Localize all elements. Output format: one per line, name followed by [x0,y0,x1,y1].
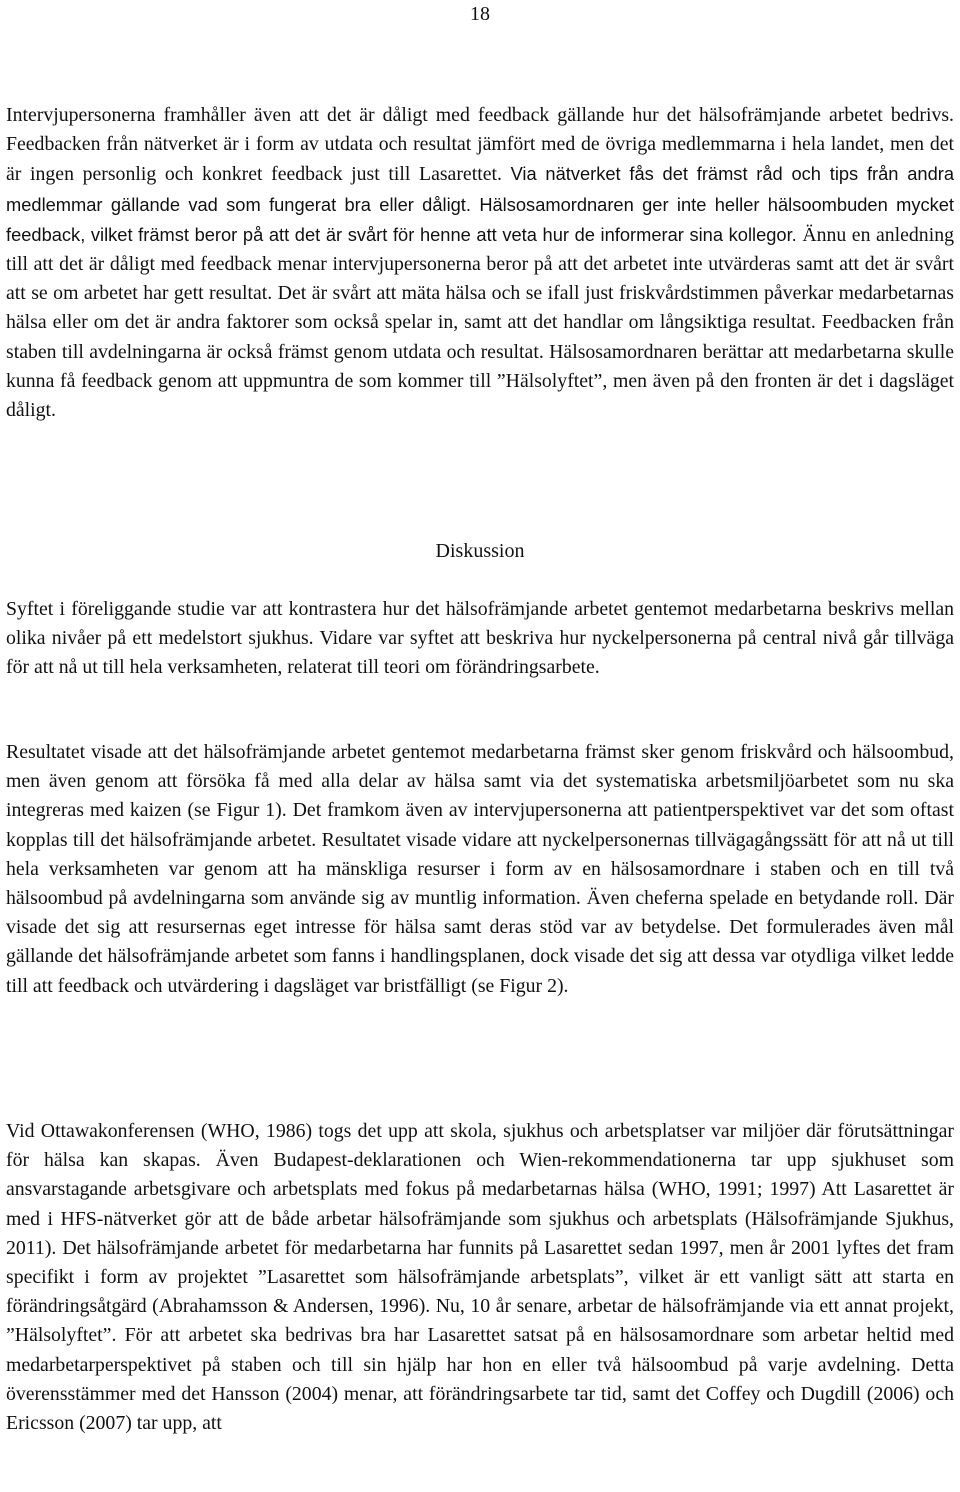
paragraph-feedback-part-2: Via nätverket fås det främst råd och tips från andra medlemmar gällande vad som fungerat bra eller dåligt. Hälsosamordnaren ger inte heller hälsoombuden mycket feedback, vilket främst beror på att det är svårt för henne att veta hur de informerar sina kollegor. [6,163,955,245]
paragraph-resultat: Resultatet visade att det hälsofrämjande arbetet gentemot medarbetarna främst sker genom friskvård och hälsoombud, men även genom att försöka få med alla delar av hälsa samt via det systematiska arbetsmiljöarbetet som nu ska integreras med kaizen (se Figur 1). Det framkom även av intervjupersonerna att patientperspektivet var det som oftast kopplas till det hälsofrämjande arbetet. Resultatet visade vidare att nyckelpersonernas tillvägagångssätt för att nå ut till hela verksamheten var genom att ha mänskliga resurser i form av en hälsosamordnare i staben och en till två hälsoombud på avdelningarna som använde sig av muntlig information. Även cheferna spelade en betydande roll. Där visade det sig att resursernas eget intresse för hälsa samt deras stöd var av betydelse. Det formulerades även mål gällande det hälsofrämjande arbetet som fanns i handlingsplanen, dock visade det sig att dessa var otydliga vilket ledde till att feedback och utvärdering i dagsläget var bristfälligt (se Figur 2). [6,741,954,997]
paragraph-feedback [6,101,954,425]
paragraph-syfte: Syftet i föreliggande studie var att kontrastera hur det hälsofrämjande arbetet gentemot medarbetarna beskrivs mellan olika nivåer på ett medelstort sjukhus. Vidare var syftet att beskriva hur nyckelpersonerna på central nivå går tillväga för att nå ut till hela verksamheten, relaterat till teori om förändringsarbete. [6,598,954,679]
paragraph-feedback-part-1: Intervjupersonerna framhåller även att det är dåligt med feedback gällande hur det hälsofrämjande arbetet bedrivs. Feedbacken från nätverket är i form av utdata och resultat jämfört med de övriga medlemmarna i hela landet, men det är ingen personlig och konkret feedback just till Lasarettet. [6,104,954,186]
paragraph-feedback-part-3: Ännu en anledning till att det är dåligt med feedback menar intervjupersonerna beror på att det arbetet inte utvärderas samt att det är svårt att se om arbetet har gett resultat. Det är svårt att mäta hälsa och se ifall just friskvårdstimmen påverkar medarbetarnas hälsa eller om det är andra faktorer som också spelar in, samt att det handlar om långsiktiga resultat. Feedbacken från staben till avdelningarna är också främst genom utdata och resultat. Hälsosamordnaren berättar att medarbetarna skulle kunna få feedback genom att uppmuntra de som kommer till ”Hälsolyftet”, men även på den fronten är det i dagsläget dåligt. [6,223,954,422]
page-number: 18 [470,3,490,25]
section-heading-diskussion: Diskussion [435,540,525,562]
paragraph-ottawa: Vid Ottawakonferensen (WHO, 1986) togs det upp att skola, sjukhus och arbetsplatser var miljöer där förutsättningar för hälsa kan skapas. Även Budapest-deklarationen och Wien-rekommendationerna tar upp sjukhuset som ansvarstagande arbetsgivare och arbetsplats med fokus på medarbetarnas hälsa (WHO, 1991; 1997) Att Lasarettet är med i HFS-nätverket gör att de både arbetar hälsofrämjande som sjukhus och arbetsplats (Hälsofrämjande Sjukhus, 2011). Det hälsofrämjande arbetet för medarbetarna har funnits på Lasarettet sedan 1997, men år 2001 lyftes det fram specifikt i form av projektet ”Lasarettet som hälsofrämjande arbetsplats”, vilket är ett vanligt sätt att starta en förändringsåtgärd (Abrahamsson & Andersen, 1996). Nu, 10 år senare, arbetar de hälsofrämjande via ett annat projekt, ”Hälsolyftet”. För att arbetet ska bedrivas bra har Lasarettet satsat på en hälsosamordnare som arbetar heltid med medarbetarperspektivet på staben och till sin hjälp har hon en eller två hälsoombud på varje avdelning. Detta överensstämmer med det Hansson (2004) menar, att förändringsarbete tar tid, samt det Coffey och Dugdill (2006) och Ericsson (2007) tar upp, att [6,1120,954,1435]
